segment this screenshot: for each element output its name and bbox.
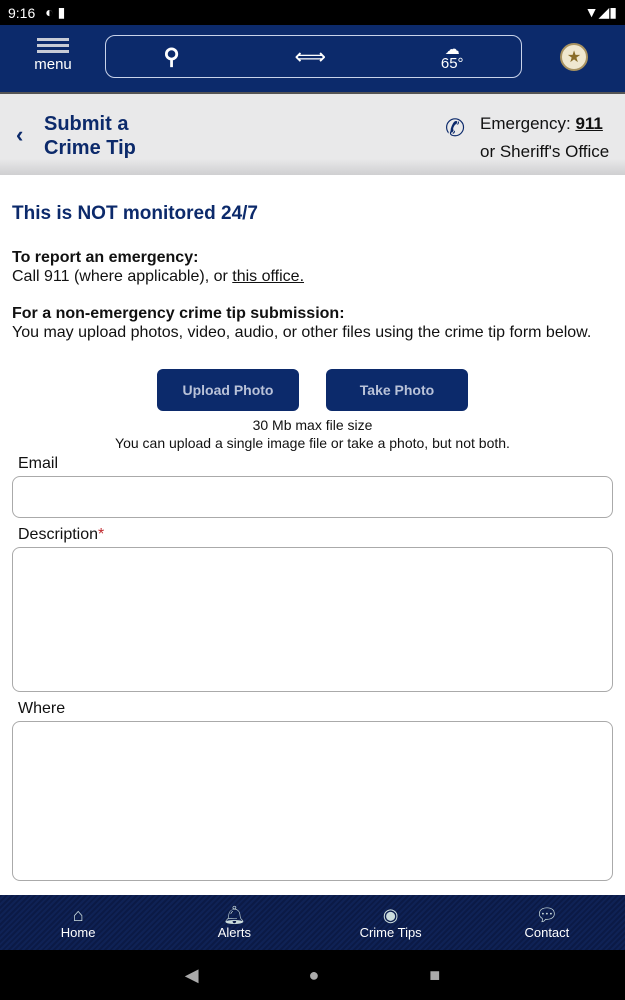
emergency-text [12, 267, 613, 286]
emergency-label: Emergency: [480, 114, 571, 133]
crime-tip-form [0, 175, 625, 895]
emergency-contact[interactable] [480, 110, 609, 166]
nav-home[interactable] [28, 895, 128, 950]
max-size-note: 30 Mb max file size [252, 417, 373, 433]
eye-icon: ◉ [382, 905, 399, 925]
home-icon: ⌂ [72, 905, 84, 925]
emergency-text-body: Call 911 (where applicable), or [12, 268, 233, 285]
system-nav-bar [0, 950, 625, 1000]
required-asterisk: * [98, 526, 105, 543]
monitoring-warning: This is NOT monitored 24/7 [12, 203, 258, 224]
status-bar [0, 0, 625, 25]
menu-label: menu [34, 56, 72, 73]
nav-label: Home [60, 925, 96, 940]
hamburger-icon [30, 38, 76, 53]
home-circle-icon[interactable]: ● [308, 964, 320, 985]
email-label: Email [18, 455, 59, 472]
title-line: Crime Tip [44, 137, 136, 159]
top-bar [0, 25, 625, 92]
bottom-nav [0, 895, 625, 950]
bell-icon: 🔔︎ [222, 905, 246, 925]
chat-bubbles-icon: 💬︎ [535, 905, 559, 925]
nav-contact[interactable] [497, 895, 597, 950]
weather-button[interactable] [440, 40, 464, 72]
title-line: Submit a [44, 113, 129, 135]
description-label [18, 526, 613, 544]
nav-alerts[interactable] [184, 895, 284, 950]
system-icons: ▼◢▮ [584, 4, 617, 20]
where-textarea[interactable] [12, 721, 613, 881]
page-title[interactable] [44, 112, 136, 160]
nonemergency-text: You may upload photos, video, audio, or other files using the crime tip form below. [12, 324, 592, 341]
upload-photo-button[interactable]: Upload Photo [157, 369, 299, 411]
clock: 9:16 [8, 4, 36, 21]
email-input[interactable] [12, 476, 613, 518]
search-icon[interactable]: ⚲ [163, 43, 180, 69]
nonemergency-title: For a non-emergency crime tip submission: [12, 305, 345, 322]
this-office-link[interactable]: this office. [232, 268, 305, 285]
emergency-number-link[interactable]: 911 [575, 114, 603, 133]
back-icon[interactable]: ◀ [184, 964, 199, 985]
menu-button[interactable] [30, 35, 76, 73]
description-textarea[interactable] [12, 547, 613, 692]
nav-crime-tips[interactable] [341, 895, 441, 950]
notification-icons: ◐ ▮ [45, 4, 66, 20]
sheriff-badge-logo[interactable]: ★ [560, 43, 588, 71]
page-header [0, 92, 625, 175]
recents-icon[interactable]: ■ [429, 964, 441, 985]
toolbar-pill [105, 35, 522, 78]
share-icon[interactable]: ⟺ [294, 43, 326, 69]
take-photo-button[interactable]: Take Photo [326, 369, 468, 411]
partly-cloudy-icon: ☁ [444, 40, 460, 58]
nav-label: Alerts [217, 925, 251, 940]
nav-label: Contact [524, 925, 570, 940]
upload-note: You can upload a single image file or take a photo, but not both. [115, 435, 510, 451]
nav-label: Crime Tips [359, 925, 422, 940]
sheriff-office-label[interactable]: or Sheriff's Office [480, 142, 610, 161]
emergency-title: To report an emergency: [12, 249, 199, 266]
back-chevron-icon[interactable]: ‹ [16, 122, 24, 147]
temperature: 65° [440, 54, 464, 72]
where-label: Where [18, 700, 66, 717]
description-label-text: Description [18, 526, 99, 543]
phone-icon[interactable]: ✆ [445, 115, 466, 142]
